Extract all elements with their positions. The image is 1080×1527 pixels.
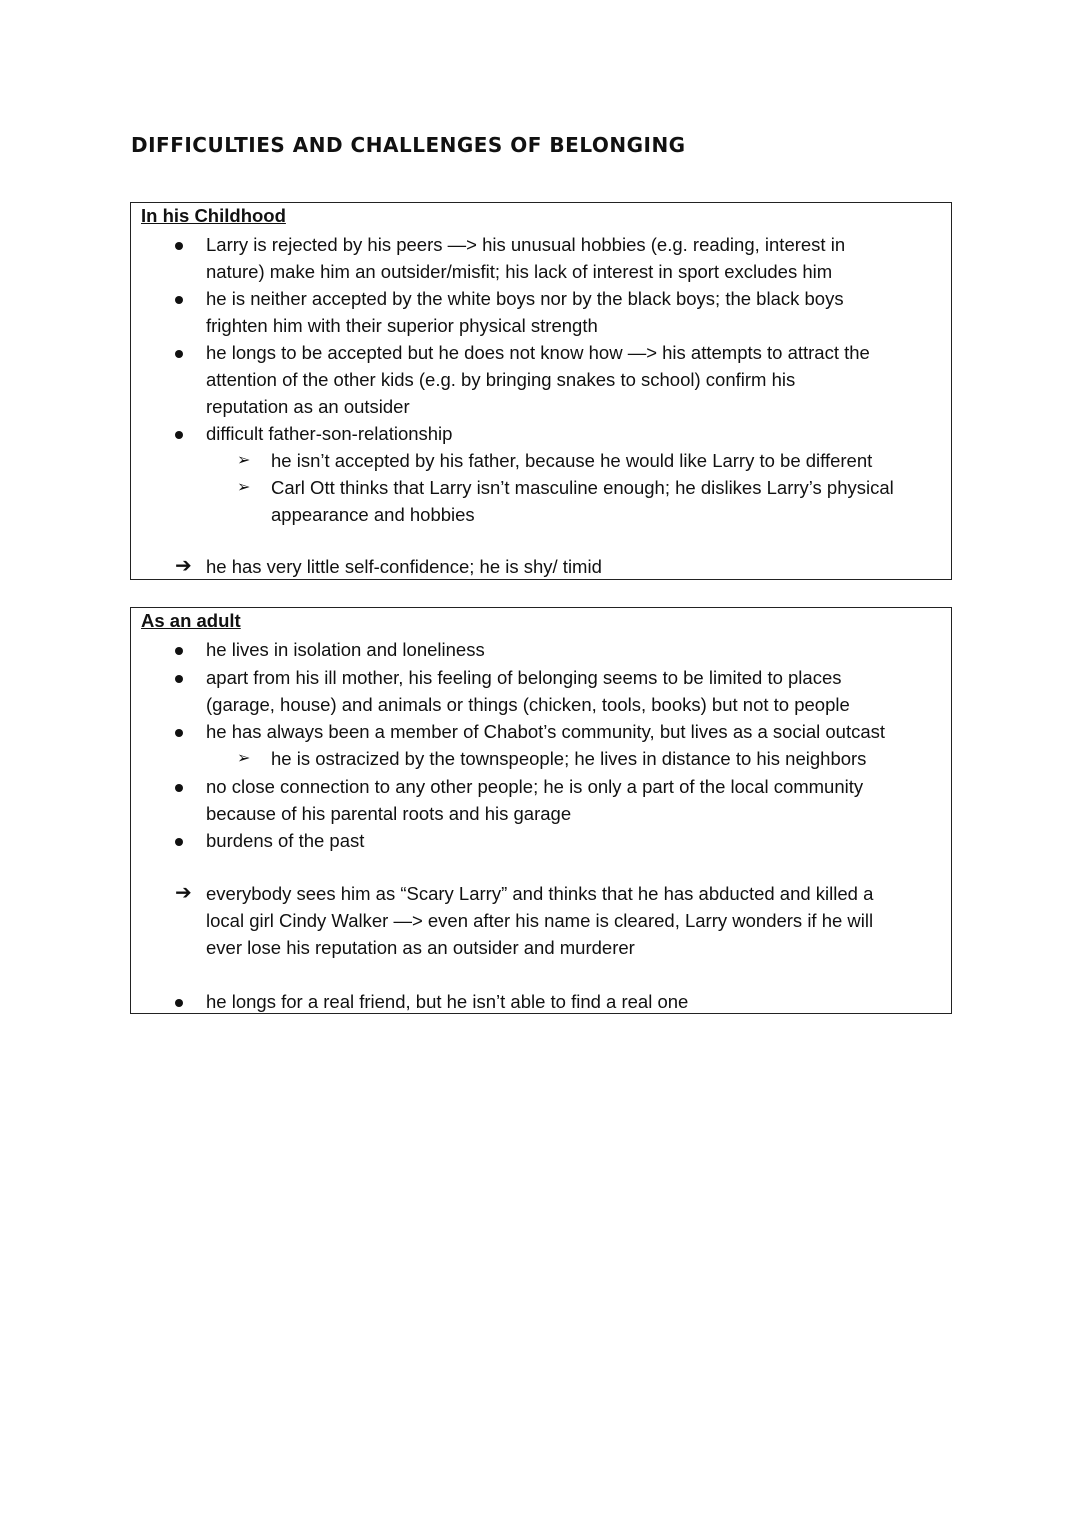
bullet-icon (175, 350, 183, 358)
bullet-icon (175, 838, 183, 846)
adult-conclusion-line-3: ever lose his reputation as an outsider and murderer (206, 937, 635, 958)
childhood-point-1-line-1: Larry is rejected by his peers —> his unusual hobbies (e.g. reading, interest in (206, 234, 846, 255)
bullet-icon (175, 999, 183, 1007)
bullet-icon (175, 784, 183, 792)
childhood-point-2-line-2: frighten him with their superior physical strength (206, 315, 598, 336)
childhood-subpoint-1: he isn’t accepted by his father, because he would like Larry to be different (271, 450, 873, 471)
adult-point-2-line-2: (garage, house) and animals or things (chicken, tools, books) but not to people (206, 694, 850, 715)
childhood-section (130, 202, 952, 580)
bullet-icon (175, 729, 183, 737)
bullet-icon (175, 431, 183, 439)
adult-point-1: he lives in isolation and loneliness (206, 639, 485, 660)
sub-arrow-icon: ➢ (237, 479, 251, 496)
adult-point-2-line-1: apart from his ill mother, his feeling of belonging seems to be limited to places (206, 667, 842, 688)
bullet-icon (175, 296, 183, 304)
adult-section (130, 607, 952, 1014)
adult-point-5: burdens of the past (206, 830, 365, 851)
sub-arrow-icon: ➢ (237, 452, 251, 469)
childhood-subpoint-2-line-1: Carl Ott thinks that Larry isn’t masculine enough; he dislikes Larry’s physical (271, 477, 894, 498)
childhood-heading: In his Childhood (141, 205, 286, 226)
childhood-point-2-line-1: he is neither accepted by the white boys nor by the black boys; the black boys (206, 288, 844, 309)
childhood-point-3-line-2: attention of the other kids (e.g. by bringing snakes to school) confirm his (206, 369, 796, 390)
adult-point-4-line-1: no close connection to any other people; he is only a part of the local community (206, 776, 864, 797)
childhood-subpoint-2-line-2: appearance and hobbies (271, 504, 475, 525)
adult-point-6: he longs for a real friend, but he isn’t able to find a real one (206, 991, 689, 1012)
bullet-icon (175, 647, 183, 655)
childhood-point-1-line-2: nature) make him an outsider/misfit; his lack of interest in sport excludes him (206, 261, 833, 282)
childhood-point-3-line-3: reputation as an outsider (206, 396, 410, 417)
adult-point-3: he has always been a member of Chabot’s community, but lives as a social outcast (206, 721, 886, 742)
childhood-point-3-line-1: he longs to be accepted but he does not know how —> his attempts to attract the (206, 342, 870, 363)
adult-point-4-line-2: because of his parental roots and his garage (206, 803, 572, 824)
adult-subpoint-1: he is ostracized by the townspeople; he lives in distance to his neighbors (271, 748, 867, 769)
bullet-icon (175, 242, 183, 250)
adult-conclusion-line-1: everybody sees him as “Scary Larry” and thinks that he has abducted and killed a (206, 883, 874, 904)
conclusion-arrow-icon: ➔ (175, 555, 192, 577)
childhood-conclusion: he has very little self-confidence; he is shy/ timid (206, 556, 602, 577)
adult-conclusion-line-2: local girl Cindy Walker —> even after his name is cleared, Larry wonders if he will (206, 910, 874, 931)
page-title: DIFFICULTIES AND CHALLENGES OF BELONGING (131, 133, 686, 157)
childhood-point-4: difficult father-son-relationship (206, 423, 453, 444)
sub-arrow-icon: ➢ (237, 750, 251, 767)
adult-heading: As an adult (141, 610, 241, 631)
bullet-icon (175, 675, 183, 683)
conclusion-arrow-icon: ➔ (175, 882, 192, 904)
